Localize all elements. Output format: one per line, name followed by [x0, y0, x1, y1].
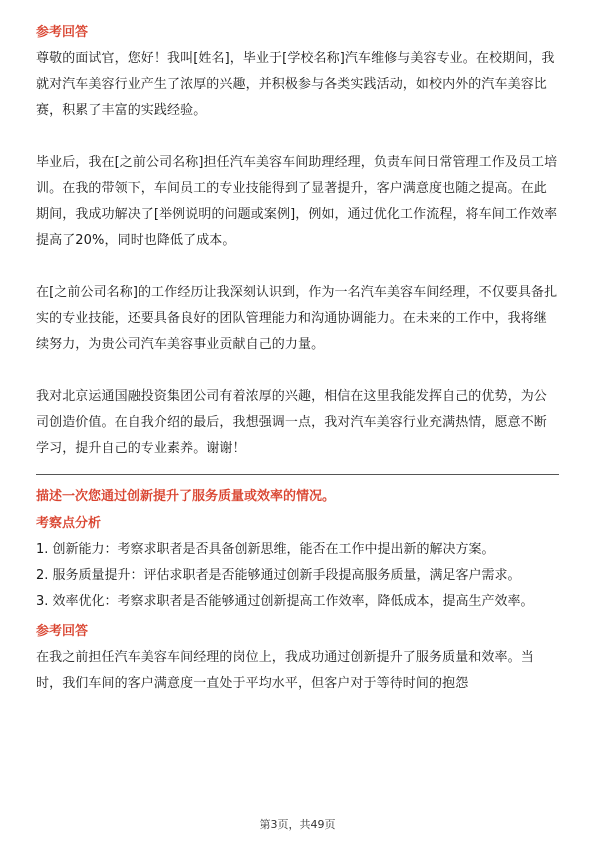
interview-question: 描述一次您通过创新提升了服务质量或效率的情况。 — [36, 489, 336, 504]
experience-paragraph: 毕业后，我在[之前公司名称]担任汽车美容车间助理经理，负责车间日常管理工作及员工培训。在我的带领下，车间员工的专业技能得到了显著提升，客户满意度也随之提高。在此期间，我成功解决了[举例说明的问题或案例]，例如，通过优化工作流程，将车间工作效率提高了20%，同时也降低了成本。 — [36, 155, 558, 248]
insight-paragraph: 在[之前公司名称]的工作经历让我深刻认识到，作为一名汽车美容车间经理，不仅要具备扎实的专业技能，还要具备良好的团队管理能力和沟通协调能力。在未来的工作中，我将继续努力，为贵公司汽车美容事业贡献自己的力量。 — [36, 285, 558, 352]
document-body — [36, 24, 559, 697]
closing-paragraph: 我对北京运通国融投资集团公司有着浓厚的兴趣，相信在这里我能发挥自己的优势，为公司创造价值。在自我介绍的最后，我想强调一点，我对汽车美容行业充满热情，愿意不断学习，提升自己的专业素养。谢谢！ — [36, 389, 547, 456]
section-divider — [36, 474, 559, 475]
page-number: 第3页，共49页 — [259, 818, 336, 831]
answer-paragraph-2: 在我之前担任汽车美容车间经理的岗位上，我成功通过创新提升了服务质量和效率。当时，我们车间的客户满意度一直处于平均水平，但客户对于等待时间的抱怨 — [36, 650, 534, 691]
intro-paragraph: 尊敬的面试官，您好！我叫[姓名]，毕业于[学校名称]汽车维修与美容专业。在校期间，我就对汽车美容行业产生了浓厚的兴趣，并积极参与各类实践活动，如校内外的汽车美容比赛，积累了丰富的实践经验。 — [36, 51, 555, 118]
analysis-item-service-quality: 2. 服务质量提升：评估求职者是否能够通过创新手段提高服务质量，满足客户需求。 — [36, 568, 521, 583]
analysis-item-innovation: 1. 创新能力：考察求职者是否具备创新思维，能否在工作中提出新的解决方案。 — [36, 542, 495, 557]
analysis-item-efficiency: 3. 效率优化：考察求职者是否能够通过创新提高工作效率，降低成本，提高生产效率。 — [36, 594, 534, 609]
analysis-heading: 考察点分析 — [36, 516, 102, 531]
answer-heading: 参考回答 — [36, 25, 89, 40]
answer-heading-2: 参考回答 — [36, 624, 89, 639]
